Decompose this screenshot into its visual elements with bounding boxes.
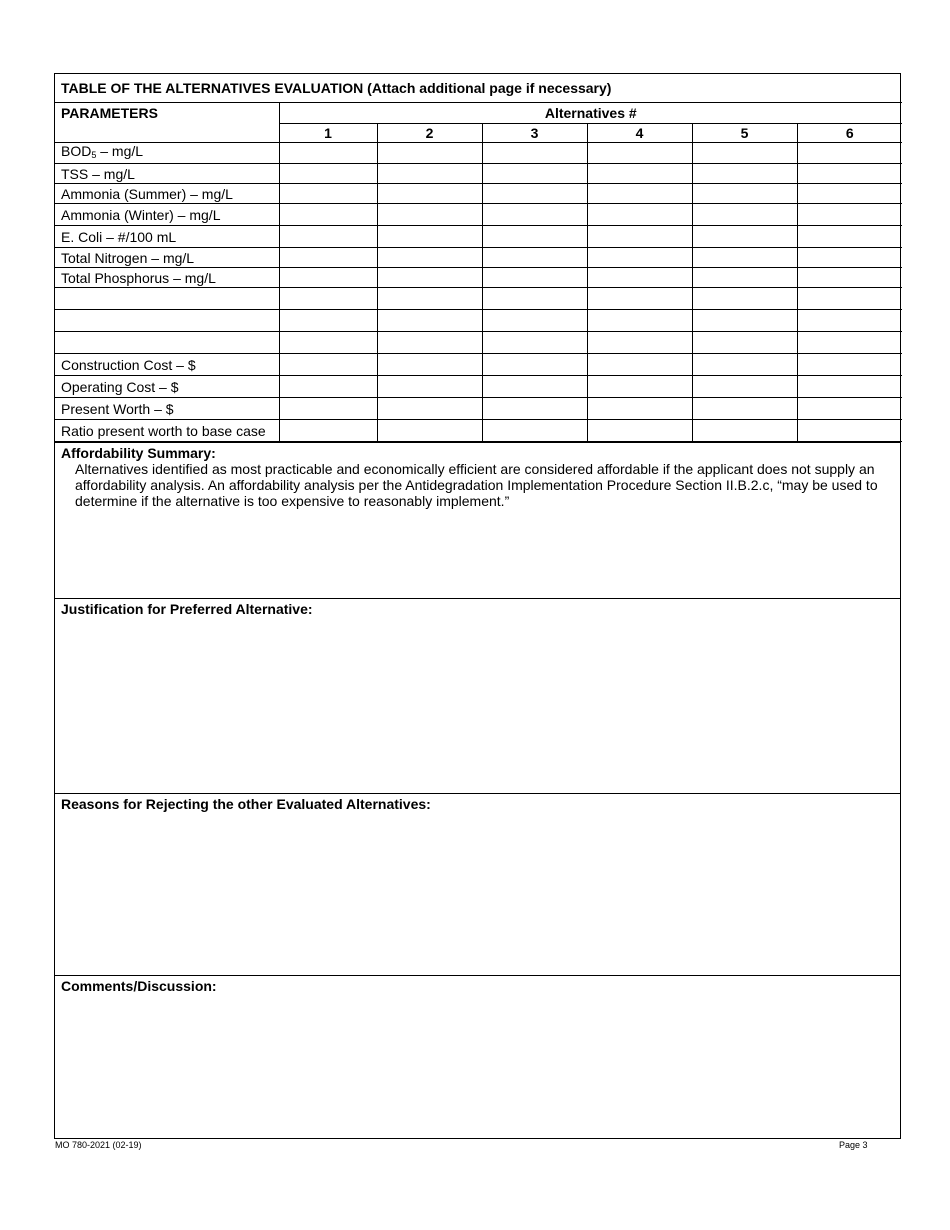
alternative-value-cell[interactable]: [377, 143, 482, 164]
table-row: [55, 184, 902, 204]
alternative-value-cell[interactable]: [587, 310, 692, 332]
alternative-value-cell[interactable]: [377, 164, 482, 184]
alternative-value-cell[interactable]: [692, 164, 797, 184]
alternative-value-cell[interactable]: [692, 332, 797, 354]
alternative-value-cell[interactable]: [279, 184, 377, 204]
alternative-value-cell[interactable]: [377, 310, 482, 332]
parameter-label: Present Worth – $: [55, 398, 279, 420]
alternative-column-header: 6: [797, 124, 902, 143]
form-number: MO 780-2021 (02-19): [55, 1140, 142, 1150]
alternative-value-cell[interactable]: [692, 420, 797, 442]
alternative-value-cell[interactable]: [279, 420, 377, 442]
alternative-value-cell[interactable]: [797, 354, 902, 376]
alternative-value-cell[interactable]: [482, 354, 587, 376]
table-row: [55, 310, 902, 332]
alternative-value-cell[interactable]: [587, 268, 692, 288]
table-row: [55, 268, 902, 288]
alternative-value-cell[interactable]: [692, 376, 797, 398]
alternative-value-cell[interactable]: [692, 248, 797, 268]
rejection-section[interactable]: [55, 793, 900, 975]
table-row: [55, 143, 902, 164]
parameter-label-subscript: 5: [91, 150, 97, 160]
alternative-value-cell[interactable]: [692, 310, 797, 332]
alternative-value-cell[interactable]: [279, 310, 377, 332]
table-row: [55, 226, 902, 248]
alternative-value-cell[interactable]: [482, 420, 587, 442]
alternative-value-cell[interactable]: [797, 310, 902, 332]
alternative-column-header: 1: [279, 124, 377, 143]
alternative-value-cell[interactable]: [377, 420, 482, 442]
alternative-value-cell[interactable]: [377, 398, 482, 420]
alternative-value-cell[interactable]: [587, 288, 692, 310]
table-row: [55, 288, 902, 310]
alternative-value-cell[interactable]: [797, 164, 902, 184]
parameter-label: [55, 310, 279, 332]
parameter-label-rest: – mg/L: [96, 143, 144, 159]
parameter-label: Total Phosphorus – mg/L: [55, 268, 279, 288]
alternative-value-cell[interactable]: [279, 268, 377, 288]
alternative-value-cell[interactable]: [692, 204, 797, 226]
alternative-value-cell[interactable]: [692, 354, 797, 376]
parameter-label: Construction Cost – $: [55, 354, 279, 376]
table-row: [55, 398, 902, 420]
alternative-value-cell[interactable]: [377, 184, 482, 204]
alternative-value-cell[interactable]: [377, 332, 482, 354]
alternative-value-cell[interactable]: [797, 332, 902, 354]
alternative-value-cell[interactable]: [377, 354, 482, 376]
alternative-value-cell[interactable]: [377, 204, 482, 226]
alternative-value-cell[interactable]: [692, 288, 797, 310]
alternative-value-cell[interactable]: [587, 354, 692, 376]
alternative-value-cell[interactable]: [797, 288, 902, 310]
rejection-title: Reasons for Rejecting the other Evaluated Alternatives:: [61, 796, 431, 812]
alternative-value-cell[interactable]: [482, 268, 587, 288]
alternative-value-cell[interactable]: [279, 143, 377, 164]
alternative-value-cell[interactable]: [692, 226, 797, 248]
alternative-value-cell[interactable]: [797, 204, 902, 226]
alternative-value-cell[interactable]: [482, 332, 587, 354]
alternative-value-cell[interactable]: [482, 248, 587, 268]
parameter-label: TSS – mg/L: [55, 164, 279, 184]
alternative-value-cell[interactable]: [692, 268, 797, 288]
alternatives-evaluation-form: [54, 73, 901, 1139]
alternative-value-cell[interactable]: [377, 268, 482, 288]
alternative-value-cell[interactable]: [482, 143, 587, 164]
table-row: [55, 376, 902, 398]
alternative-value-cell[interactable]: [482, 398, 587, 420]
alternative-value-cell[interactable]: [797, 248, 902, 268]
alternative-value-cell[interactable]: [482, 310, 587, 332]
parameter-label: Total Nitrogen – mg/L: [55, 248, 279, 268]
alternative-value-cell[interactable]: [279, 398, 377, 420]
alternative-value-cell[interactable]: [692, 143, 797, 164]
parameter-label-main: BOD: [61, 143, 92, 159]
alternative-value-cell[interactable]: [482, 288, 587, 310]
alternative-value-cell[interactable]: [279, 204, 377, 226]
alternative-value-cell[interactable]: [482, 226, 587, 248]
table-row: [55, 164, 902, 184]
alternative-value-cell[interactable]: [377, 226, 482, 248]
parameter-label: [55, 332, 279, 354]
parameter-rows: [55, 143, 902, 442]
alternative-value-cell[interactable]: [482, 164, 587, 184]
parameter-label: [55, 288, 279, 310]
table-row: [55, 204, 902, 226]
alternative-value-cell[interactable]: [797, 226, 902, 248]
affordability-text: Alternatives identified as most practicable and economically efficient are considered affordable if the applicant does not supply an affordability analysis. An affordability analysis per the Antidegradation Implementation Procedure Section II.B.2.c, “may be used to determine if the alternative is too expensive to reasonably implement.”: [75, 461, 878, 509]
alternative-value-cell[interactable]: [692, 398, 797, 420]
table-row: [55, 248, 902, 268]
justification-title: Justification for Preferred Alternative:: [61, 601, 313, 617]
alternatives-table: [55, 74, 902, 442]
alternative-value-cell[interactable]: [587, 376, 692, 398]
alternative-value-cell[interactable]: [587, 332, 692, 354]
table-row: [55, 354, 902, 376]
alternative-value-cell[interactable]: [279, 164, 377, 184]
alternative-value-cell[interactable]: [587, 226, 692, 248]
alternative-value-cell[interactable]: [482, 376, 587, 398]
alternative-value-cell[interactable]: [797, 143, 902, 164]
alternative-column-header: 2: [377, 124, 482, 143]
alternative-column-header: 4: [587, 124, 692, 143]
justification-section[interactable]: [55, 598, 900, 793]
parameter-label: Ammonia (Summer) – mg/L: [55, 184, 279, 204]
alternative-value-cell[interactable]: [587, 398, 692, 420]
alternative-value-cell[interactable]: [279, 332, 377, 354]
alternative-value-cell[interactable]: [797, 420, 902, 442]
table-row: [55, 332, 902, 354]
alternative-value-cell[interactable]: [279, 288, 377, 310]
alternative-value-cell[interactable]: [279, 354, 377, 376]
alternative-column-header: 3: [482, 124, 587, 143]
comments-title: Comments/Discussion:: [61, 978, 217, 994]
alternative-value-cell[interactable]: [797, 376, 902, 398]
alternative-value-cell[interactable]: [377, 248, 482, 268]
affordability-title: Affordability Summary:: [61, 445, 216, 461]
alternative-value-cell[interactable]: [587, 248, 692, 268]
alternative-value-cell[interactable]: [587, 143, 692, 164]
alternatives-header: Alternatives #: [279, 103, 902, 124]
comments-section[interactable]: [55, 975, 900, 1141]
parameter-label: Operating Cost – $: [55, 376, 279, 398]
alternative-value-cell[interactable]: [279, 376, 377, 398]
alternative-value-cell[interactable]: [587, 420, 692, 442]
affordability-section: [55, 442, 900, 598]
page-number: Page 3: [839, 1140, 868, 1150]
parameters-header: PARAMETERS: [55, 103, 279, 143]
alternative-value-cell[interactable]: [587, 204, 692, 226]
alternative-value-cell[interactable]: [482, 204, 587, 226]
alternative-value-cell[interactable]: [797, 398, 902, 420]
alternative-value-cell[interactable]: [482, 184, 587, 204]
table-title: TABLE OF THE ALTERNATIVES EVALUATION (Attach additional page if necessary): [55, 74, 902, 103]
alternative-value-cell[interactable]: [279, 248, 377, 268]
alternative-value-cell[interactable]: [692, 184, 797, 204]
parameter-label: [55, 143, 279, 164]
alternative-value-cell[interactable]: [797, 268, 902, 288]
parameter-label: Ammonia (Winter) – mg/L: [55, 204, 279, 226]
alternative-column-header: 5: [692, 124, 797, 143]
alternative-value-cell[interactable]: [797, 184, 902, 204]
alternative-value-cell[interactable]: [587, 164, 692, 184]
parameter-label: Ratio present worth to base case: [55, 420, 279, 442]
parameter-label: E. Coli – #/100 mL: [55, 226, 279, 248]
alternative-value-cell[interactable]: [377, 376, 482, 398]
table-row: [55, 420, 902, 442]
alternative-value-cell[interactable]: [279, 226, 377, 248]
alternative-value-cell[interactable]: [587, 184, 692, 204]
alternative-value-cell[interactable]: [377, 288, 482, 310]
